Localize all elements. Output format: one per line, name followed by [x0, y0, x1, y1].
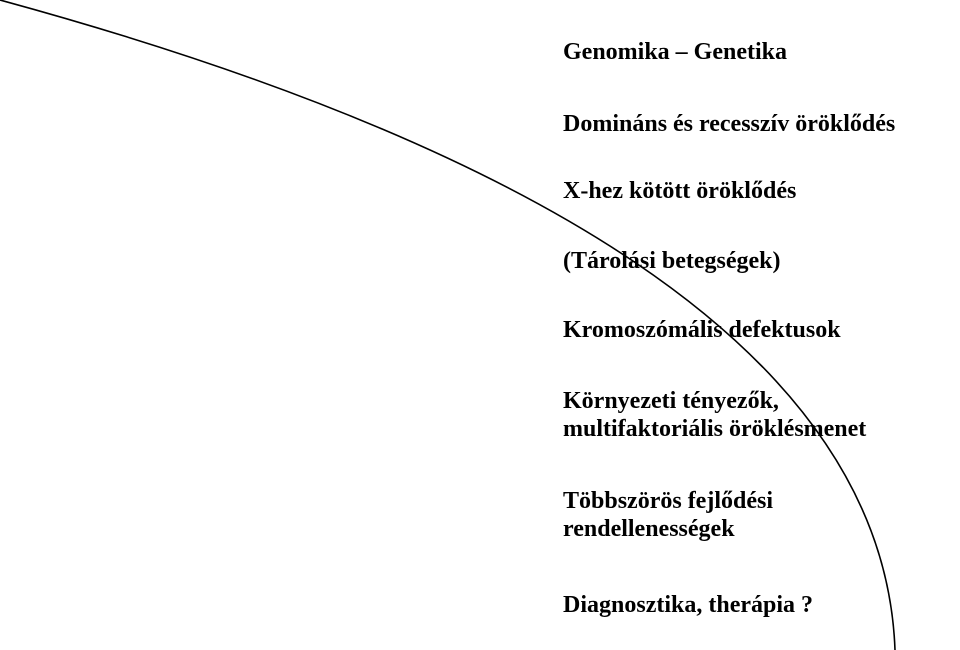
list-item-line: multifaktoriális öröklésmenet — [563, 416, 867, 442]
list-item-line: Kromoszómális defektusok — [563, 317, 841, 343]
slide-title — [563, 38, 787, 66]
list-item-line: Diagnosztika, therápia ? — [563, 592, 814, 618]
list-item-dominant-recessive — [563, 110, 895, 138]
list-item-line: X-hez kötött öröklődés — [563, 178, 797, 204]
list-item-line: rendellenességek — [563, 516, 735, 542]
list-item-line: Domináns és recesszív öröklődés — [563, 111, 896, 137]
list-item-line: Többszörös fejlődési — [563, 488, 773, 514]
list-item-multiple-malformations — [563, 487, 773, 543]
slide-title-text: Genomika – Genetika — [563, 39, 788, 65]
list-item-storage-diseases — [563, 247, 781, 275]
list-item-x-linked — [563, 177, 796, 205]
list-item-line: (Tárolási betegségek) — [563, 248, 781, 274]
list-item-chromosomal-defects — [563, 316, 841, 344]
list-item-line: Környezeti tényezők, — [563, 388, 779, 414]
list-item-environmental-factors — [563, 387, 866, 443]
list-item-diagnostics-therapy — [563, 591, 813, 619]
